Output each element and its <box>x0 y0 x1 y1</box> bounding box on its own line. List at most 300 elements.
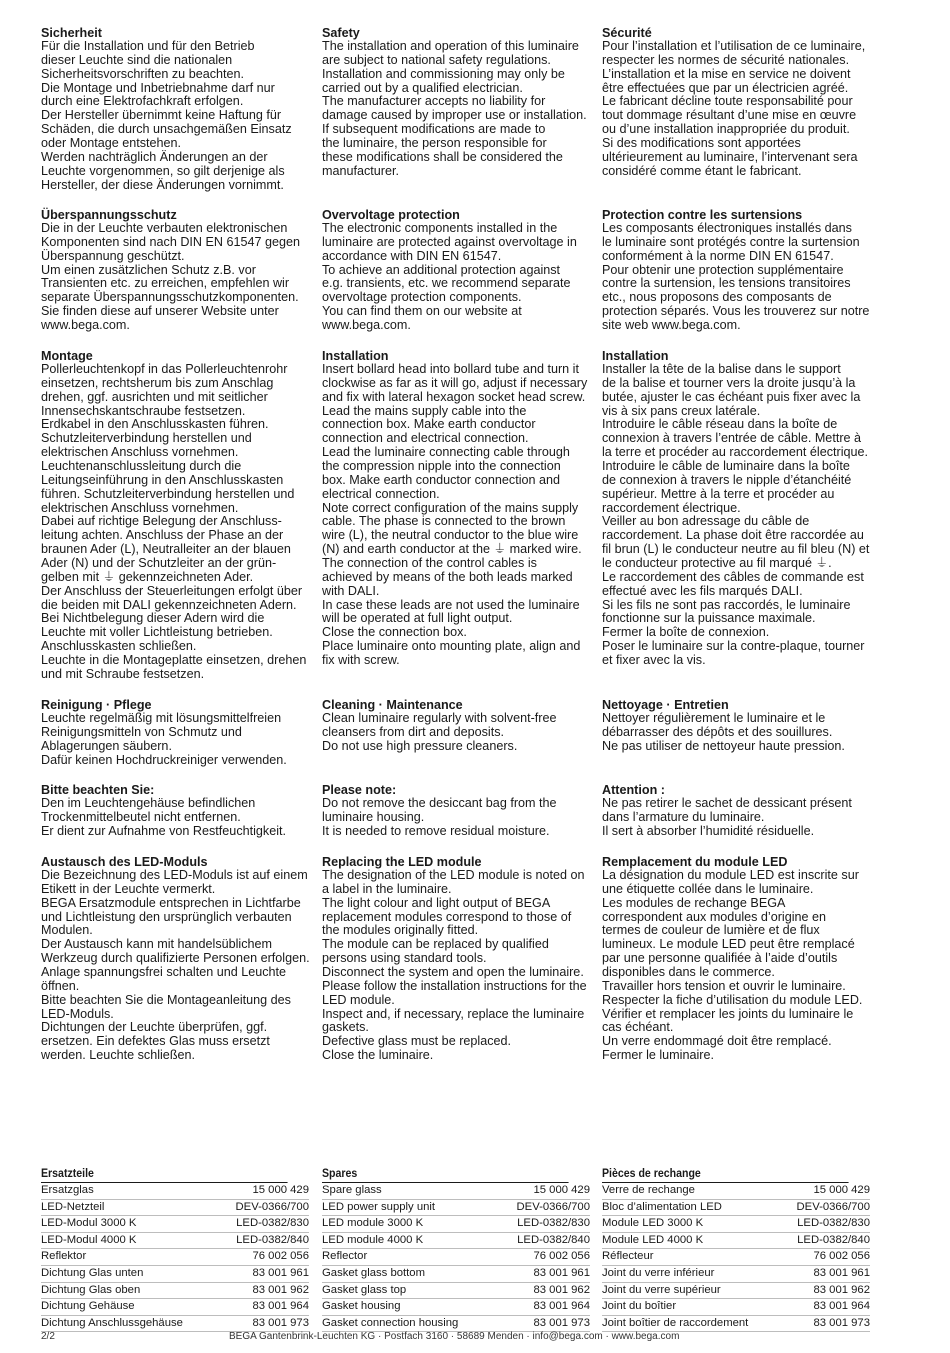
part-number: 76 002 056 <box>813 1250 870 1263</box>
text-line: Leuchte vorgenommen, so gilt derjenige als <box>41 163 285 178</box>
text-line: (N) and earth conductor at the ⏚ marked wire. <box>322 542 582 557</box>
spares-row <box>41 1283 309 1300</box>
part-number: 15 000 429 <box>813 1184 870 1196</box>
part-name: Dichtung Glas oben <box>41 1283 141 1296</box>
text-line: fix with screw. <box>322 653 400 668</box>
text-line: Ablagerungen säubern. <box>41 738 172 753</box>
text-line: Die Montage und Inbetriebnahme darf nur <box>41 80 275 95</box>
text-line: Ne pas utiliser de nettoyeur haute pression. <box>602 738 845 753</box>
spares-row <box>41 1200 309 1217</box>
part-number: 76 002 056 <box>533 1250 590 1263</box>
spares-row <box>602 1200 870 1217</box>
section-title: Safety <box>322 26 360 40</box>
text-line: In case these leads are not used the luminaire <box>322 597 580 612</box>
text-line: Sicherheitsvorschriften zu beachten. <box>41 66 245 81</box>
part-number: 83 001 964 <box>252 1300 309 1313</box>
spares-title: Ersatzteile <box>41 1167 288 1183</box>
text-line: persons using standard tools. <box>322 951 487 966</box>
section-title: Nettoyage · Entretien <box>602 698 729 712</box>
part-number: DEV-0366/700 <box>516 1200 590 1213</box>
part-name: Joint du verre inférieur <box>602 1266 715 1279</box>
part-name: Gasket glass top <box>322 1283 407 1296</box>
spares-table-german <box>41 1167 309 1332</box>
part-name: Ersatzglas <box>41 1184 94 1196</box>
text-line: Sie finden diese auf unserer Website unter <box>41 304 279 319</box>
section <box>602 349 874 668</box>
part-number: 83 001 964 <box>533 1300 590 1313</box>
text-line: replacement modules correspond to those of <box>322 909 572 924</box>
text-line: e.g. transients, etc. we recommend separate <box>322 276 571 291</box>
section <box>322 698 594 754</box>
text-line: braunen Ader (L), Neutralleiter an der blauen <box>41 542 291 557</box>
part-number: 83 001 973 <box>813 1316 870 1329</box>
section <box>322 855 594 1063</box>
text-line: vis à six pans creux latérale. <box>602 403 761 418</box>
text-line: Den im Leuchtengehäuse befindlichen <box>41 796 256 810</box>
text-line: raccordement électrique. <box>602 500 741 515</box>
spares-row <box>602 1316 870 1333</box>
text-line: Close the connection box. <box>322 625 467 640</box>
text-line: Die in der Leuchte verbauten elektronischen <box>41 221 288 235</box>
spares-title: Pièces de rechange <box>602 1167 849 1183</box>
company-address: BEGA Gantenbrink-Leuchten KG · Postfach 3160 · 58689 Menden · info@bega.com · www.bega.com <box>229 1331 680 1342</box>
text-line: Komponenten sind nach DIN EN 61547 gegen <box>41 234 301 249</box>
text-line: connexion à travers l’entrée de câble. Mettre à <box>602 431 862 446</box>
section <box>602 26 874 179</box>
text-line: Lead the mains supply cable into the <box>322 403 527 418</box>
text-line: Erdkabel in den Anschlusskasten führen. <box>41 417 269 432</box>
text-line: fonctionne sur la puissance maximale. <box>602 611 816 626</box>
text-line: Veiller au bon adressage du câble de <box>602 514 810 529</box>
text-line: Pollerleuchtenkopf in das Pollerleuchtenrohr <box>41 362 288 376</box>
text-line: Etikett in der Leuchte vermerkt. <box>41 881 216 896</box>
part-number: 83 001 961 <box>252 1266 309 1279</box>
text-line: Les composants électroniques installés dans <box>602 221 852 235</box>
text-line: conformément à la norme DIN EN 61547. <box>602 248 834 263</box>
text-line: protection séparés. Vous les trouverez sur notre <box>602 304 870 319</box>
section-title: Sicherheit <box>41 26 102 40</box>
text-line: dans l’armature du luminaire. <box>602 809 765 824</box>
text-line: Ne pas retirer le sachet de dessicant présent <box>602 796 852 810</box>
text-line: Schäden, die durch unsachgemäßen Einsatz <box>41 122 292 137</box>
section <box>322 349 594 668</box>
spares-row <box>322 1299 590 1316</box>
text-line: luminaire housing. <box>322 809 425 824</box>
part-name: Joint du verre supérieur <box>602 1283 721 1296</box>
section-title: Overvoltage protection <box>322 208 460 222</box>
part-number: DEV-0366/700 <box>796 1200 870 1213</box>
text-line: Die Bezeichnung des LED-Moduls ist auf einem <box>41 868 308 882</box>
text-line: BEGA Ersatzmodule entsprechen in Lichtfarbe <box>41 895 301 910</box>
text-line: Pour obtenir une protection supplémentaire <box>602 262 844 277</box>
text-line: Modulen. <box>41 923 93 938</box>
part-name: Reflektor <box>41 1250 87 1263</box>
section <box>41 26 313 192</box>
text-line: gaskets. <box>322 1020 369 1035</box>
text-line: führen. Schutzleiterverbindung herstellen und <box>41 486 295 501</box>
text-line: Transienten etc. zu erreichen, empfehlen wir <box>41 276 290 291</box>
text-line: Si les fils ne sont pas raccordés, le luminaire <box>602 597 851 612</box>
part-number: 83 001 962 <box>252 1283 309 1296</box>
text-line: ersetzen. Ein defektes Glas muss ersetzt <box>41 1034 270 1049</box>
section <box>602 208 874 333</box>
section <box>41 698 313 767</box>
section <box>602 698 874 754</box>
text-line: Introduire le câble de luminaire dans la boîte <box>602 459 850 474</box>
text-line: une étiquette collée dans le luminaire. <box>602 881 814 896</box>
text-line: Leuchtenanschlussleitung durch die <box>41 459 242 474</box>
text-line: termes de couleur de lumière et de flux <box>602 923 820 938</box>
section <box>322 208 594 333</box>
text-line: Anschlusskasten schließen. <box>41 639 197 654</box>
section <box>602 855 874 1063</box>
part-name: LED module 4000 K <box>322 1233 424 1246</box>
text-line: gelben mit ⏚ gekennzeichneten Ader. <box>41 569 254 584</box>
part-name: Reflector <box>322 1250 368 1263</box>
text-line: lumineux. Le module LED peut être remplacé <box>602 937 855 952</box>
text-line: et fixer avec la vis. <box>602 653 706 668</box>
text-line: le luminaire sont protégés contre la surtension <box>602 234 860 249</box>
text-line: accordance with DIN EN 61547. <box>322 248 502 263</box>
section-title: Bitte beachten Sie: <box>41 783 155 797</box>
spares-row <box>322 1200 590 1217</box>
text-line: elektrischen Anschluss vornehmen. <box>41 445 239 460</box>
text-line: contre la surtension, les tensions transitoires <box>602 276 851 291</box>
spares-row <box>41 1233 309 1250</box>
text-line: Hersteller, der diese Änderungen vornimmt. <box>41 177 284 192</box>
text-line: de connexion à travers le nipple d’étanchéité <box>602 472 852 487</box>
text-line: Do not remove the desiccant bag from the <box>322 796 557 810</box>
text-line: Introduire le câble réseau dans la boîte de <box>602 417 838 432</box>
section-title: Überspannungsschutz <box>41 208 177 222</box>
section-title: Attention : <box>602 783 665 797</box>
text-line: Clean luminaire regularly with solvent-free <box>322 711 557 725</box>
text-line: L’installation et la mise en service ne doivent <box>602 66 851 81</box>
spares-table-english <box>322 1167 590 1332</box>
part-name: Dichtung Anschlussgehäuse <box>41 1316 183 1329</box>
text-line: with DALI. <box>322 583 380 598</box>
text-line: Respecter la fiche d’utilisation du module LED. <box>602 992 863 1007</box>
text-line: Der Anschluss der Steuerleitungen erfolgt über <box>41 583 303 598</box>
spares-row <box>322 1249 590 1266</box>
text-line: tout dommage résultant d’une mise en œuvre <box>602 108 857 123</box>
part-name: LED module 3000 K <box>322 1217 424 1230</box>
part-name: Gasket connection housing <box>322 1316 459 1329</box>
text-line: Un verre endommagé doit être remplacé. <box>602 1034 832 1049</box>
text-line: Si des modifications sont apportées <box>602 136 801 151</box>
part-name: Réflecteur <box>602 1250 654 1263</box>
text-line: box. Make earth conductor connection and <box>322 472 561 487</box>
spares-row <box>602 1299 870 1316</box>
text-line: etc., nous proposons des composants de <box>602 290 832 305</box>
text-line: öffnen. <box>41 978 80 993</box>
part-name: LED-Modul 3000 K <box>41 1217 137 1230</box>
text-line: Dichtungen der Leuchte überprüfen, ggf. <box>41 1020 268 1035</box>
text-line: considéré comme étant le fabricant. <box>602 163 802 178</box>
text-line: la terre et procéder au raccordement électrique. <box>602 445 869 460</box>
section-title: Remplacement du module LED <box>602 855 788 869</box>
text-line: Fermer la boîte de connexion. <box>602 625 770 640</box>
text-line: Anlage spannungsfrei schalten und Leuchte <box>41 965 287 980</box>
text-line: Disconnect the system and open the luminaire. <box>322 965 584 980</box>
text-line: damage caused by improper use or installation. <box>322 108 587 123</box>
text-line: le conducteur protective au fil marqué ⏚. <box>602 556 832 571</box>
text-line: Werden nachträglich Änderungen an der <box>41 149 268 164</box>
text-line: connection and electrical connection. <box>322 431 529 446</box>
text-line: the modules originally fitted. <box>322 923 479 938</box>
part-name: Bloc d’alimentation LED <box>602 1200 722 1213</box>
section <box>602 783 874 839</box>
part-name: Gasket housing <box>322 1300 401 1313</box>
text-line: Vérifier et remplacer les joints du luminaire le <box>602 1006 854 1021</box>
text-line: the compression nipple into the connection <box>322 459 561 474</box>
text-line: Fermer le luminaire. <box>602 1048 714 1063</box>
part-number: 76 002 056 <box>252 1250 309 1263</box>
part-number: 83 001 962 <box>813 1283 870 1296</box>
text-line: Dabei auf richtige Belegung der Anschluss- <box>41 514 282 529</box>
part-number: 83 001 964 <box>813 1300 870 1313</box>
part-number: 15 000 429 <box>252 1184 309 1196</box>
section-title: Please note: <box>322 783 397 797</box>
section <box>322 783 594 839</box>
part-name: Spare glass <box>322 1184 382 1196</box>
text-line: LED-Moduls. <box>41 1006 114 1021</box>
part-name: LED power supply unit <box>322 1200 436 1213</box>
part-number: DEV-0366/700 <box>235 1200 309 1213</box>
text-line: Please follow the installation instructions for the <box>322 978 587 993</box>
spares-title: Spares <box>322 1167 569 1183</box>
text-line: luminaire are protected against overvoltage in <box>322 234 577 249</box>
section-title: Protection contre les surtensions <box>602 208 803 222</box>
text-line: supérieur. Mettre à la terre et procéder au <box>602 486 835 501</box>
spares-row <box>41 1183 309 1200</box>
section <box>41 208 313 333</box>
text-line: Installation and commissioning may only be <box>322 66 565 81</box>
spares-row <box>322 1216 590 1233</box>
text-line: electrical connection. <box>322 486 440 501</box>
text-line: cleansers from dirt and deposits. <box>322 724 504 739</box>
text-line: site web www.bega.com. <box>602 318 741 333</box>
text-line: Ader (N) und der Schutzleiter an der grün- <box>41 556 277 571</box>
text-line: clockwise as far as it will go, adjust if necessary <box>322 375 588 390</box>
text-line: separate Überspannungsschutzkomponenten. <box>41 290 299 305</box>
text-line: ou d’une installation inappropriée du produit. <box>602 122 850 137</box>
section-title: Austausch des LED-Moduls <box>41 855 208 869</box>
spares-row <box>602 1183 870 1200</box>
text-line: La désignation du module LED est inscrite sur <box>602 868 859 882</box>
spares-row <box>41 1299 309 1316</box>
text-line: Schutzleiterverbindung herstellen und <box>41 431 252 446</box>
section <box>41 349 313 682</box>
page-number: 2/2 <box>41 1331 55 1342</box>
text-line: effectué avec les fils marqués DALI. <box>602 583 803 598</box>
spares-row <box>602 1266 870 1283</box>
part-number: LED-0382/840 <box>797 1233 870 1246</box>
text-line: Leuchte in die Montageplatte einsetzen, drehen <box>41 653 307 668</box>
text-line: The module can be replaced by qualified <box>322 937 549 952</box>
text-line: are subject to national safety regulations. <box>322 52 551 67</box>
text-line: drehen, ggf. ausrichten und mit seitlicher <box>41 389 268 404</box>
text-line: www.bega.com. <box>41 318 130 333</box>
spares-row <box>41 1249 309 1266</box>
spares-row <box>322 1266 590 1283</box>
text-line: You can find them on our website at <box>322 304 522 319</box>
text-line: carried out by a qualified electrician. <box>322 80 523 95</box>
text-line: Inspect and, if necessary, replace the luminaire <box>322 1006 585 1021</box>
part-name: Module LED 4000 K <box>602 1233 704 1246</box>
text-line: raccordement. La phase doit être raccordée au <box>602 528 864 543</box>
text-line: Reinigungsmitteln von Schmutz und <box>41 724 242 739</box>
spares-row <box>602 1283 870 1300</box>
text-line: Lead the luminaire connecting cable through <box>322 445 570 460</box>
text-line: Pour l’installation et l’utilisation de ce luminaire, <box>602 39 866 53</box>
text-line: It is needed to remove residual moisture. <box>322 823 550 838</box>
text-line: The installation and operation of this luminaire <box>322 39 579 53</box>
part-number: LED-0382/830 <box>517 1217 590 1230</box>
text-line: Note correct configuration of the mains supply <box>322 500 579 515</box>
text-line: par une personne qualifiée à l’aide d’outils <box>602 951 838 966</box>
part-number: LED-0382/840 <box>517 1233 590 1246</box>
spares-table-french <box>602 1167 870 1332</box>
text-line: Leitungseinführung in den Anschlusskasten <box>41 472 284 487</box>
text-line: Er dient zur Aufnahme von Restfeuchtigkeit. <box>41 823 287 838</box>
text-line: débarrasser des dépôts et des souillures. <box>602 724 833 739</box>
part-name: LED-Modul 4000 K <box>41 1233 137 1246</box>
text-line: leitung achten. Anschluss der Phase an der <box>41 528 284 543</box>
text-line: The manufacturer accepts no liability for <box>322 94 546 109</box>
part-name: Verre de rechange <box>602 1184 695 1196</box>
text-line: Der Hersteller übernimmt keine Haftung für <box>41 108 282 123</box>
text-line: correspondent aux modules d’origine en <box>602 909 827 924</box>
text-line: respecter les normes de sécurité nationales. <box>602 52 850 67</box>
part-name: Module LED 3000 K <box>602 1217 704 1230</box>
part-number: LED-0382/830 <box>236 1217 309 1230</box>
text-line: the luminaire, the person responsible for <box>322 136 547 151</box>
text-line: die beiden mit DALI gekennzeichneten Adern. <box>41 597 297 612</box>
text-line: will be operated at full light output. <box>322 611 513 626</box>
text-line: overvoltage protection components. <box>322 290 522 305</box>
text-line: To achieve an additional protection against <box>322 262 561 277</box>
text-line: cas échéant. <box>602 1020 674 1035</box>
text-line: Überspannung geschützt. <box>41 248 185 263</box>
section-title: Reinigung · Pflege <box>41 698 152 712</box>
text-line: Bei Nichtbelegung dieser Adern wird die <box>41 611 265 626</box>
text-line: werden. Leuchte schließen. <box>41 1048 196 1063</box>
text-line: wire (L), the neutral conductor to the blue wire <box>322 528 579 543</box>
text-line: être effectuées que par un électricien agréé. <box>602 80 849 95</box>
part-number: 15 000 429 <box>533 1184 590 1196</box>
text-line: Defective glass must be replaced. <box>322 1034 511 1049</box>
text-line: und Lichtleistung den ursprünglich verbauten <box>41 909 292 924</box>
section <box>41 855 313 1063</box>
spares-row <box>322 1233 590 1250</box>
part-name: Joint du boîtier <box>602 1300 677 1313</box>
text-line: The electronic components installed in the <box>322 221 558 235</box>
text-line: fil brun (L) le conducteur neutre au fil bleu (N) et <box>602 542 870 557</box>
text-line: these modifications shall be considered the <box>322 149 563 164</box>
text-line: The connection of the control cables is <box>322 556 537 571</box>
part-number: LED-0382/840 <box>236 1233 309 1246</box>
text-line: Il sert à absorber l’humidité résiduelle. <box>602 823 815 838</box>
part-number: 83 001 961 <box>533 1266 590 1279</box>
text-line: If subsequent modifications are made to <box>322 122 546 137</box>
spares-row <box>602 1216 870 1233</box>
text-line: Do not use high pressure cleaners. <box>322 738 518 753</box>
section-title: Sécurité <box>602 26 652 40</box>
section-title: Montage <box>41 349 93 363</box>
part-name: LED-Netzteil <box>41 1200 105 1213</box>
text-line: Innensechskantschraube festsetzen. <box>41 403 246 418</box>
text-line: Für die Installation und für den Betrieb <box>41 39 255 53</box>
part-number: 83 001 973 <box>252 1316 309 1329</box>
text-line: Der Austausch kann mit handelsüblichem <box>41 937 273 952</box>
text-line: Les modules de rechange BEGA <box>602 895 786 910</box>
text-line: LED module. <box>322 992 395 1007</box>
part-name: Dichtung Glas unten <box>41 1266 144 1279</box>
text-line: Le raccordement des câbles de commande est <box>602 569 864 584</box>
spares-row <box>322 1283 590 1300</box>
part-number: 83 001 961 <box>813 1266 870 1279</box>
part-number: LED-0382/830 <box>797 1217 870 1230</box>
text-line: Werkzeug durch qualifizierte Personen erfolgen. <box>41 951 310 966</box>
section <box>41 783 313 839</box>
text-line: Trockenmittelbeutel nicht entfernen. <box>41 809 241 824</box>
text-line: Poser le luminaire sur la contre-plaque, tourner <box>602 639 865 654</box>
text-line: The designation of the LED module is noted on <box>322 868 585 882</box>
section-title: Replacing the LED module <box>322 855 482 869</box>
section-title: Installation <box>602 349 669 363</box>
text-line: connection box. Make earth conductor <box>322 417 536 432</box>
spares-row <box>322 1316 590 1333</box>
text-line: de la balise et tourner vers la droite jusqu’à la <box>602 375 856 390</box>
text-line: elektrischen Anschluss vornehmen. <box>41 500 239 515</box>
text-line: cable. The phase is connected to the brown <box>322 514 566 529</box>
text-line: Nettoyer régulièrement le luminaire et le <box>602 711 826 725</box>
spares-row <box>41 1266 309 1283</box>
text-line: Close the luminaire. <box>322 1048 434 1063</box>
text-line: a label in the luminaire. <box>322 881 452 896</box>
text-line: Leuchte regelmäßig mit lösungsmittelfreien <box>41 711 282 725</box>
text-line: achieved by means of the both leads marked <box>322 569 573 584</box>
section-title: Cleaning · Maintenance <box>322 698 463 712</box>
text-line: einsetzen, rechtsherum bis zum Anschlag <box>41 375 274 390</box>
part-number: 83 001 962 <box>533 1283 590 1296</box>
spares-row <box>41 1316 309 1333</box>
part-name: Gasket glass bottom <box>322 1266 425 1279</box>
text-line: Um einen zusätzlichen Schutz z.B. vor <box>41 262 256 277</box>
text-line: Installer la tête de la balise dans le support <box>602 362 841 376</box>
text-line: Insert bollard head into bollard tube and turn it <box>322 362 579 376</box>
text-line: dieser Leuchte sind die nationalen <box>41 52 233 67</box>
spares-row <box>41 1216 309 1233</box>
text-line: ultérieurement au luminaire, l’intervenant sera <box>602 149 858 164</box>
text-line: durch eine Elektrofachkraft erfolgen. <box>41 94 244 109</box>
spares-row <box>602 1249 870 1266</box>
text-line: butée, ajuster le cas échéant puis fixer avec la <box>602 389 861 404</box>
text-line: Place luminaire onto mounting plate, align and <box>322 639 581 654</box>
text-line: Leuchte mit voller Lichtleistung betrieben. <box>41 625 273 640</box>
text-line: www.bega.com. <box>322 318 411 333</box>
text-line: manufacturer. <box>322 163 400 178</box>
section <box>322 26 594 179</box>
part-name: Joint boîtier de raccordement <box>602 1316 749 1329</box>
text-line: und mit Schraube festsetzen. <box>41 666 205 681</box>
text-line: disponibles dans le commerce. <box>602 965 775 980</box>
text-line: oder Montage entstehen. <box>41 136 182 151</box>
spares-row <box>602 1233 870 1250</box>
text-line: Travailler hors tension et ouvrir le luminaire. <box>602 978 846 993</box>
spares-row <box>322 1183 590 1200</box>
